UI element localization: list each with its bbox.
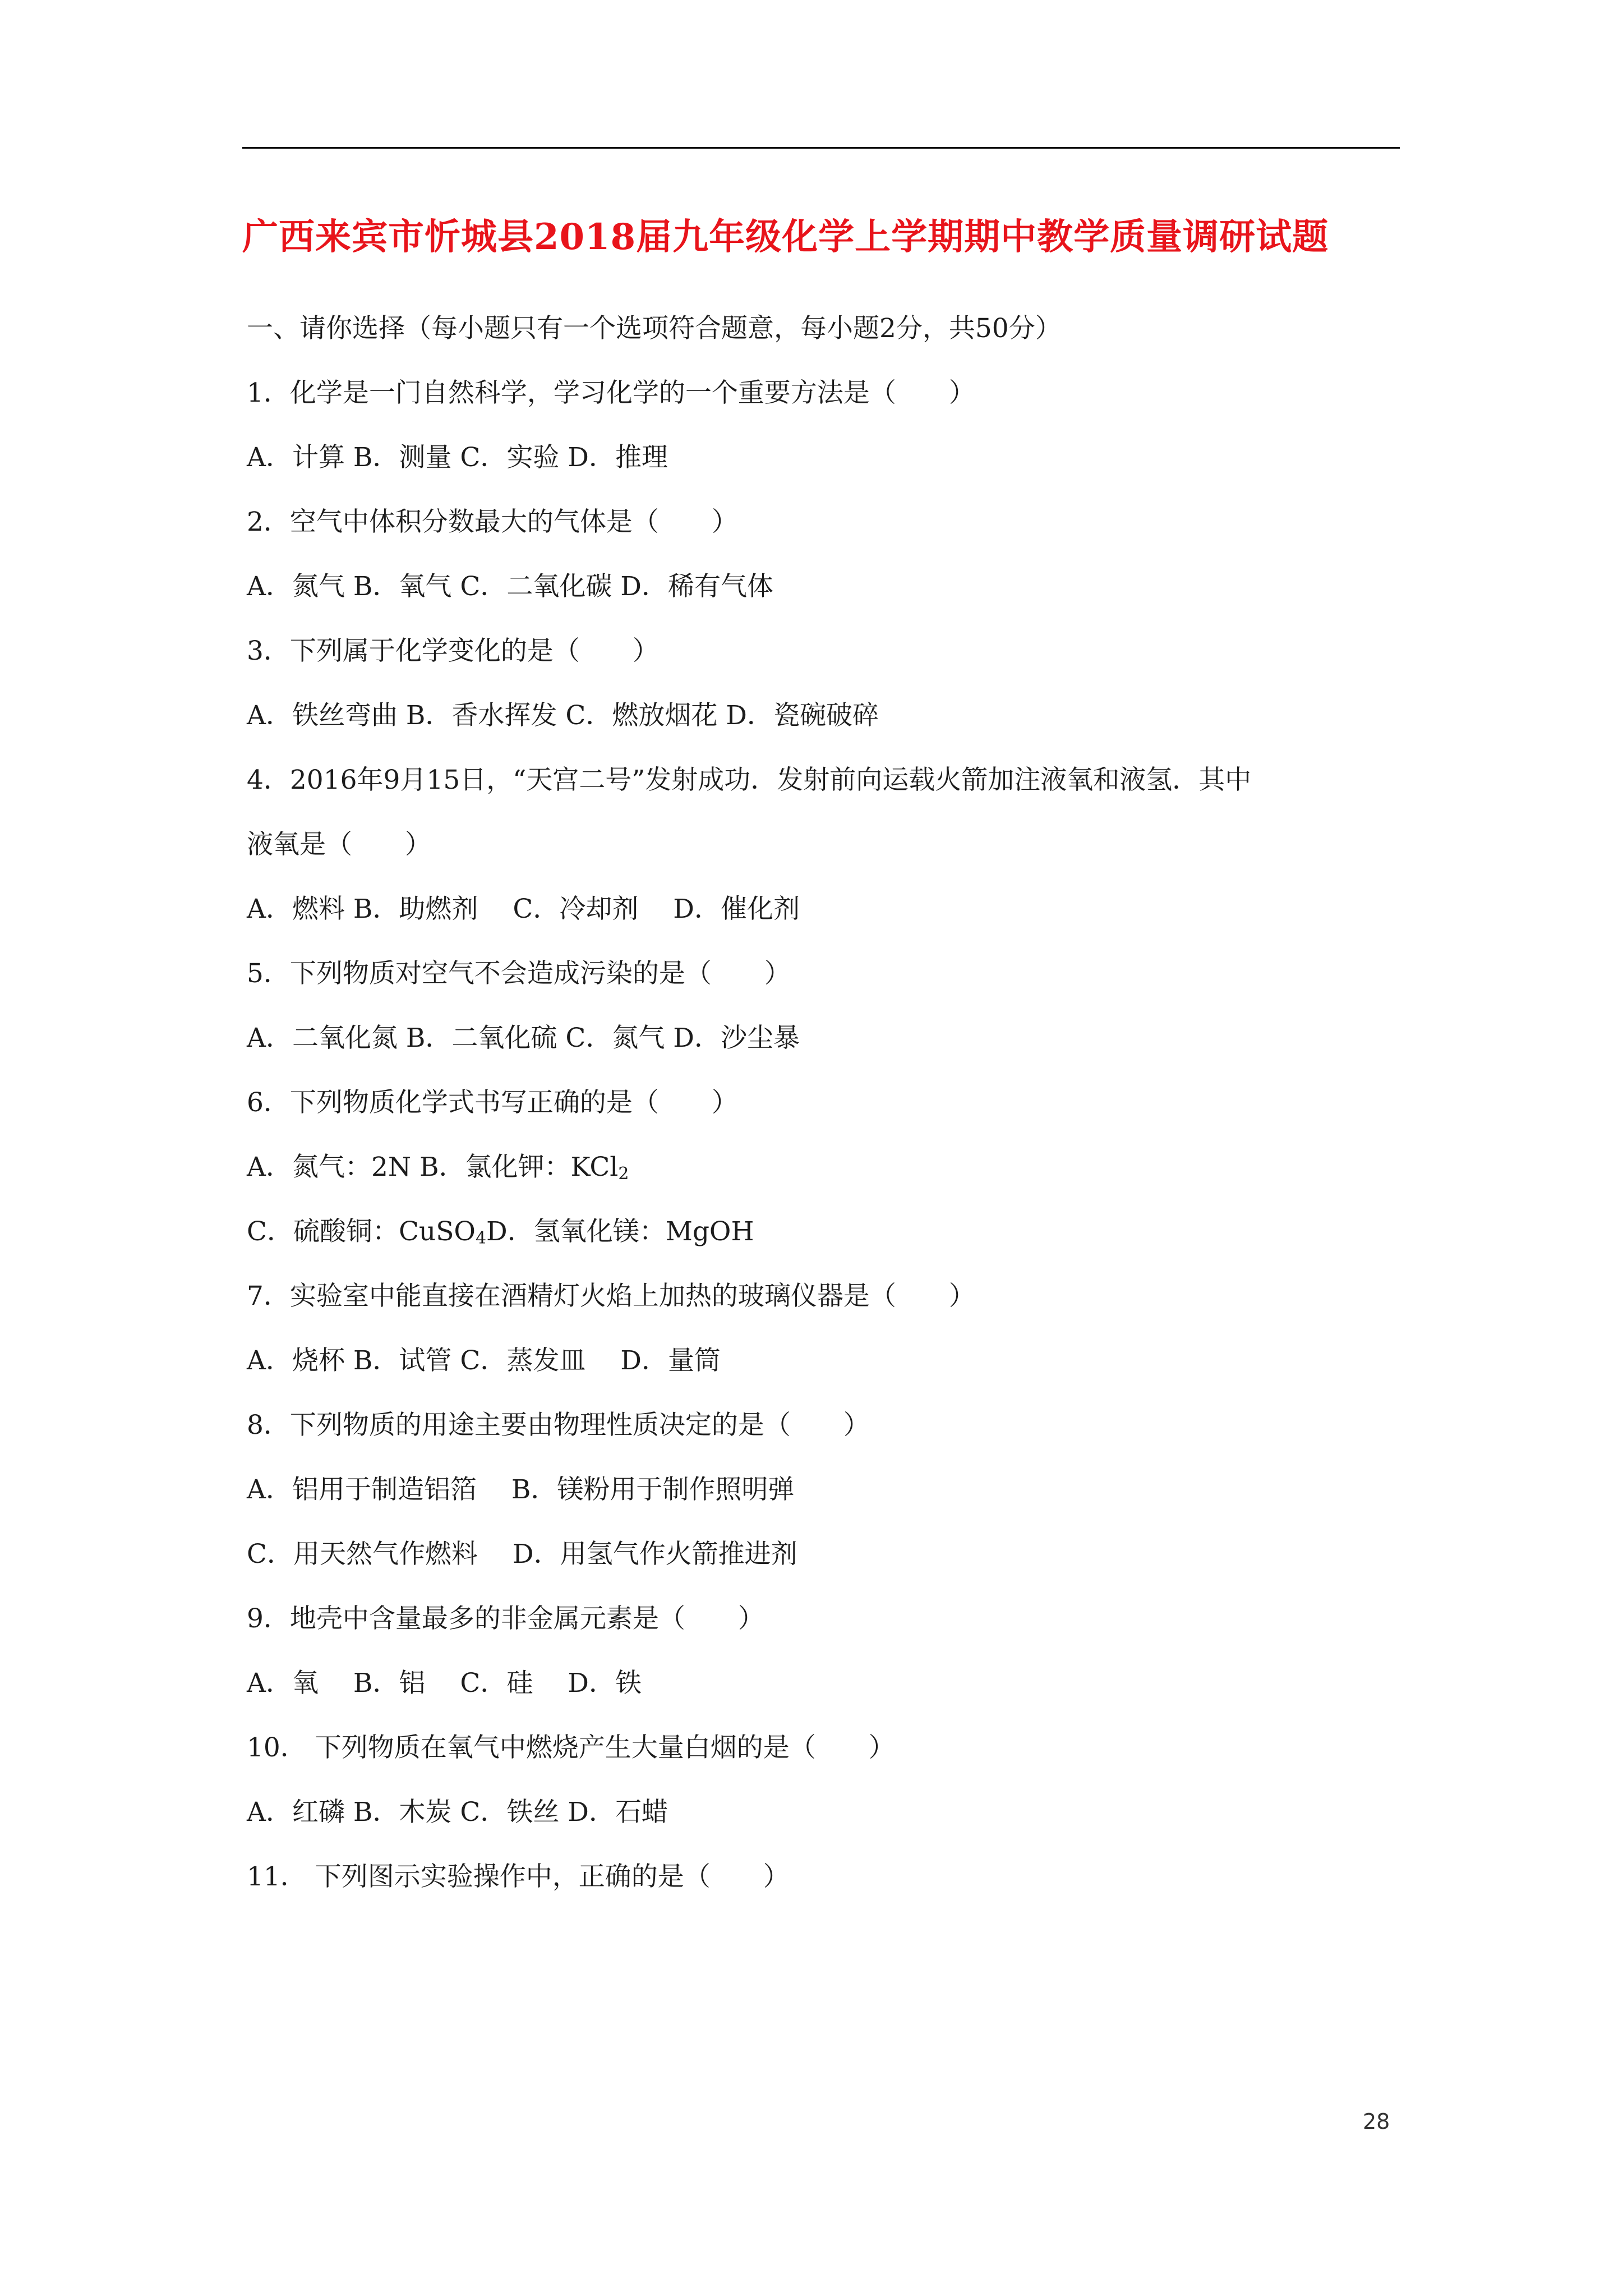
page-number: 28	[1363, 2109, 1390, 2134]
question-5-stem: 5．下列物质对空气不会造成污染的是（ ）	[247, 958, 791, 989]
question-6-option-a: A．氮气：2N	[247, 1152, 411, 1182]
question-6-option-b: B．氯化钾：KCl$_2$	[419, 1152, 629, 1184]
question-1-options: A．计算 B．测量 C．实验 D．推理	[247, 442, 668, 473]
question-5-options: A．二氧化氮 B．二氧化硫 C．氮气 D．沙尘暴	[247, 1023, 800, 1053]
question-6-options-cd	[247, 1199, 1402, 1264]
question-8-options-line-2: C．用天然气作燃料 D．用氢气作火箭推进剂	[247, 1539, 797, 1570]
question-1-stem: 1．化学是一门自然科学，学习化学的一个重要方法是（ ）	[247, 378, 975, 408]
question-3-options: A．铁丝弯曲 B．香水挥发 C．燃放烟花 D．瓷碗破碎	[247, 700, 879, 731]
question-6-stem: 6．下列物质化学式书写正确的是（ ）	[247, 1087, 738, 1118]
exam-content	[247, 296, 1402, 1909]
question-6-options-ab	[247, 1135, 1402, 1199]
question-2-stem: 2．空气中体积分数最大的气体是（ ）	[247, 507, 738, 537]
question-7-options: A．烧杯 B．试管 C．蒸发皿 D．量筒	[247, 1345, 721, 1376]
question-8-options-line-1: A．铝用于制造铝箔 B．镁粉用于制作照明弹	[247, 1474, 795, 1505]
section-heading: 一、请你选择（每小题只有一个选项符合题意，每小题2分，共50分）	[247, 313, 1062, 344]
question-4-stem-line-2: 液氧是（ ）	[247, 829, 431, 860]
question-2-options: A．氮气 B．氧气 C．二氧化碳 D．稀有气体	[247, 571, 773, 602]
question-9-options: A．氧 B．铝 C．硅 D．铁	[247, 1668, 642, 1699]
question-10-options: A．红磷 B．木炭 C．铁丝 D．石蜡	[247, 1797, 668, 1828]
question-8-stem: 8．下列物质的用途主要由物理性质决定的是（ ）	[247, 1410, 870, 1441]
question-9-stem: 9．地壳中含量最多的非金属元素是（ ）	[247, 1603, 764, 1634]
question-7-stem: 7．实验室中能直接在酒精灯火焰上加热的玻璃仪器是（ ）	[247, 1281, 975, 1312]
question-4-stem-line-1: 4．2016年9月15日，“天宫二号”发射成功．发射前向运载火箭加注液氧和液氢．其中	[247, 765, 1252, 795]
question-10-stem: 10． 下列物质在氧气中燃烧产生大量白烟的是（ ）	[247, 1732, 895, 1763]
question-6-option-c: C．硫酸铜：CuSO$_4$	[247, 1216, 487, 1248]
question-11-stem: 11． 下列图示实验操作中，正确的是（ ）	[247, 1861, 790, 1892]
document-title: 广西来宾市忻城县2018届九年级化学上学期期中教学质量调研试题	[242, 216, 1329, 258]
question-6-option-d: D．氢氧化镁：MgOH	[486, 1216, 754, 1247]
question-3-stem: 3．下列属于化学变化的是（ ）	[247, 636, 659, 666]
question-4-options: A．燃料 B．助燃剂 C．冷却剂 D．催化剂	[247, 894, 800, 924]
header-rule	[242, 147, 1400, 149]
